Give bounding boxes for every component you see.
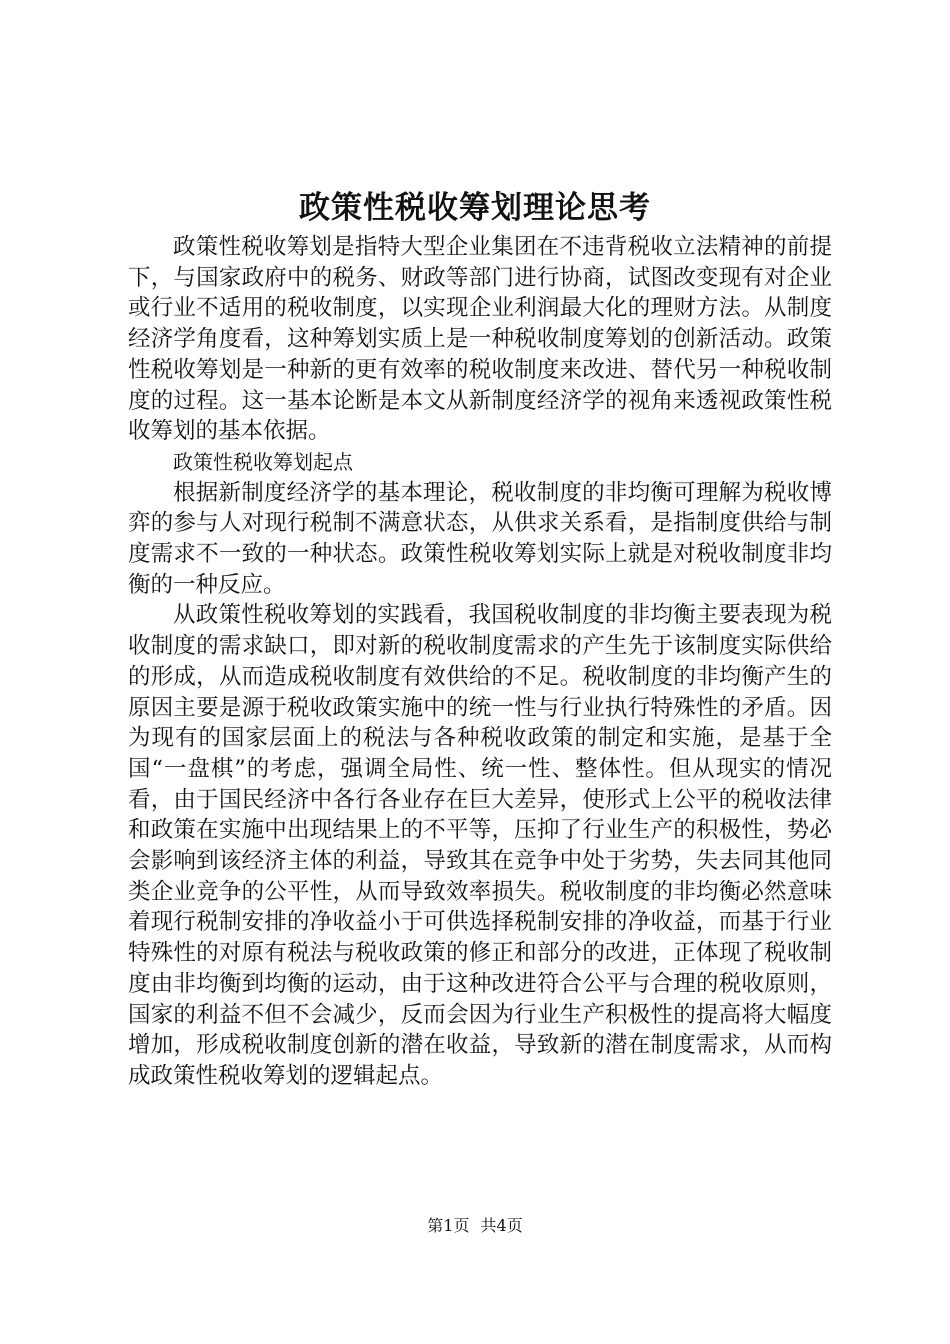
paragraph-theory: 根据新制度经济学的基本理论，税收制度的非均衡可理解为税收博弈的参与人对现行税制不满意状态，从供求关系看，是指制度供给与制度需求不一致的一种状态。政策性税收筹划实际上就是对税收制度非均衡的一种反应。 [128,479,832,598]
document-title: 政策性税收筹划理论思考 [299,190,651,226]
page-footer [0,1215,950,1237]
paragraph-intro: 政策性税收筹划是指特大型企业集团在不违背税收立法精神的前提下，与国家政府中的税务、财政等部门进行协商，试图改变现有对企业或行业不适用的税收制度，以实现企业利润最大化的理财方法。从制度经济学角度看，这种筹划实质上是一种税收制度筹划的创新活动。政策性税收筹划是一种新的更有效率的税收制度来改进、替代另一种税收制度的过程。这一基本论断是本文从新制度经济学的视角来透视政策性税收筹划的基本依据。 [128,234,832,445]
section-heading: 政策性税收筹划起点 [173,449,353,474]
page-total: 共4页 [480,1216,523,1235]
document-body [128,232,832,1092]
page-number: 第1页 [427,1216,470,1235]
paragraph-practice: 从政策性税收筹划的实践看，我国税收制度的非均衡主要表现为税收制度的需求缺口，即对新的税收制度需求的产生先于该制度实际供给的形成，从而造成税收制度有效供给的不足。税收制度的非均衡产生的原因主要是源于税收政策实施中的统一性与行业执行特殊性的矛盾。因为现有的国家层面上的税法与各种税收政策的制定和实施，是基于全国“一盘棋”的考虑，强调全局性、统一性、整体性。但从现实的情况看，由于国民经济中各行各业存在巨大差异，使形式上公平的税收法律和政策在实施中出现结果上的不平等，压抑了行业生产的积极性，势必会影响到该经济主体的利益，导致其在竞争中处于劣势，失去同其他同类企业竞争的公平性，从而导致效率损失。税收制度的非均衡必然意味着现行税制安排的净收益小于可供选择税制安排的净收益，而基于行业特殊性的对原有税法与税收政策的修正和部分的改进，正体现了税收制度由非均衡到均衡的运动，由于这种改进符合公平与合理的税收原则，国家的利益不但不会减少，反而会因为行业生产积极性的提高将大幅度增加，形成税收制度创新的潜在收益，导致新的潜在制度需求，从而构成政策性税收筹划的逻辑起点。 [128,602,832,1089]
